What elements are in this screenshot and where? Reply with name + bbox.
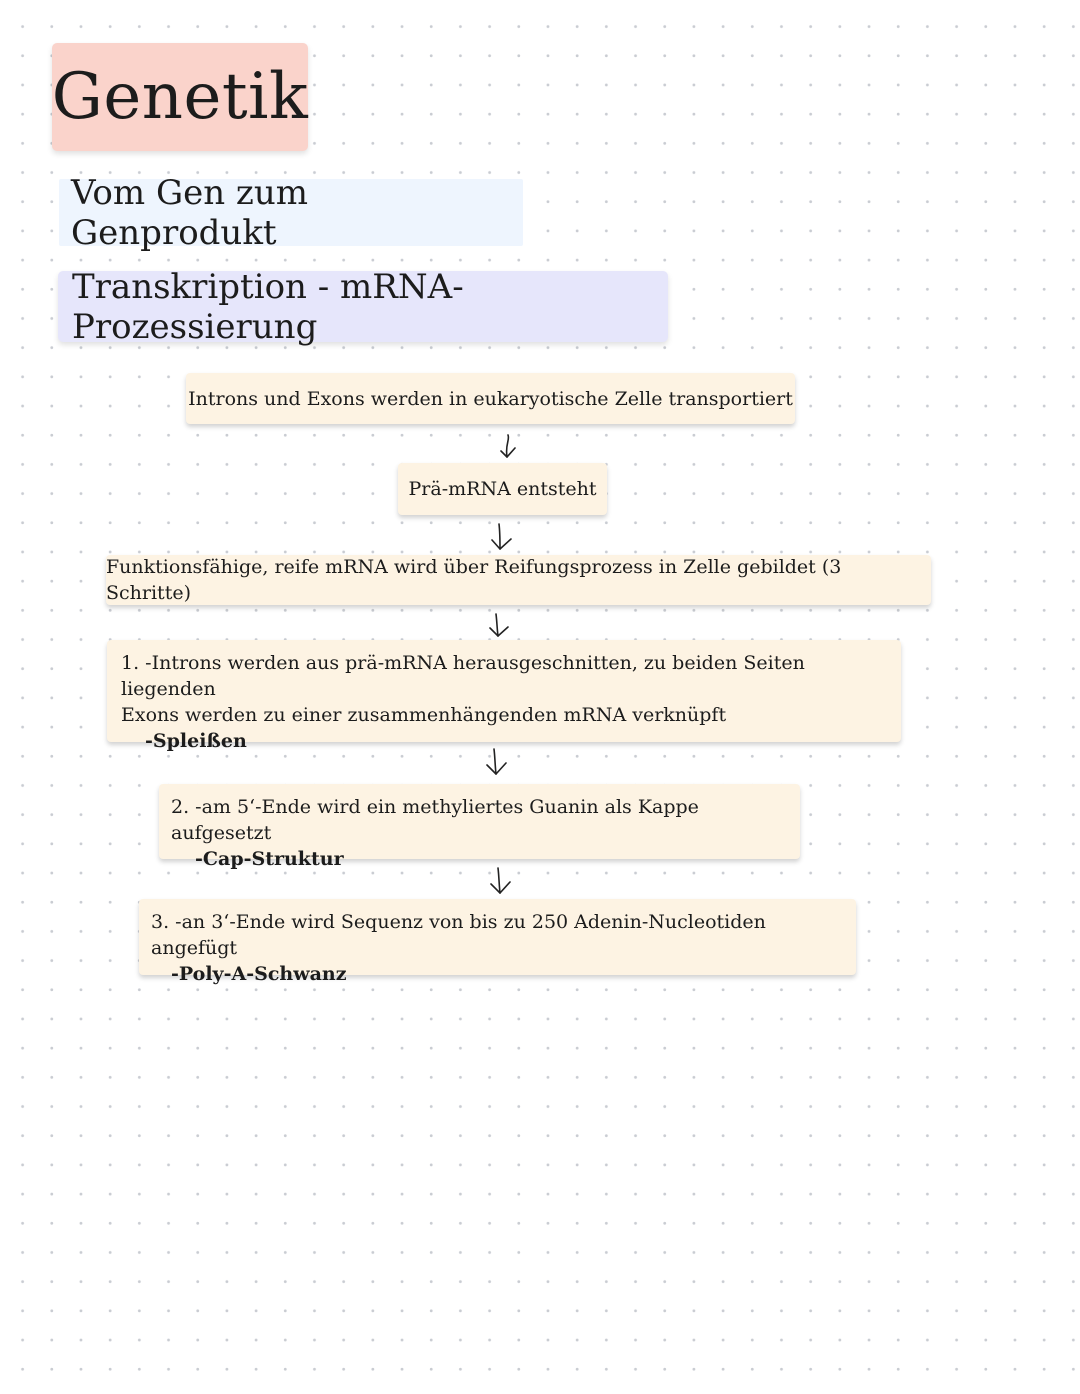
down-arrow-icon: [487, 522, 517, 552]
flow-box-mature-mrna: [106, 555, 931, 605]
step-poly-a: [139, 899, 856, 985]
title-box: [52, 43, 308, 151]
step-splicing-term: -Spleißen: [145, 730, 247, 752]
flow-box-pre-mrna-text: Prä-mRNA entsteht: [408, 478, 597, 500]
step-splicing-line1: 1. -Introns werden aus prä-mRNA herausgeschnitten, zu beiden Seiten liegenden: [121, 652, 805, 700]
step-cap: [159, 784, 800, 870]
step-poly-a-line1: 3. -an 3‘-Ende wird Sequenz von bis zu 250 Adenin-Nucleotiden angefügt: [151, 911, 766, 959]
down-arrow-icon: [494, 432, 524, 462]
section-box: [58, 266, 668, 347]
step-cap-term: -Cap-Struktur: [195, 848, 344, 870]
step-cap-line1: 2. -am 5‘-Ende wird ein methyliertes Guanin als Kappe aufgesetzt: [171, 796, 699, 844]
down-arrow-icon: [482, 747, 512, 777]
step-splicing-line2: Exons werden zu einer zusammenhängenden mRNA verknüpft: [121, 704, 727, 726]
flow-box-transport-text: Introns und Exons werden in eukaryotische Zelle transportiert: [188, 387, 793, 410]
flow-box-mature-mrna-text: Funktionsfähige, reife mRNA wird über Reifungsprozess in Zelle gebildet (3 Schritte): [106, 556, 842, 604]
down-arrow-icon: [484, 612, 514, 642]
step-poly-a-term: -Poly-A-Schwanz: [171, 963, 347, 985]
page-title: Genetik: [51, 60, 309, 134]
section-heading: Transkription - mRNA-Prozessierung: [72, 266, 464, 347]
down-arrow-icon: [486, 866, 516, 896]
subtitle: Vom Gen zum Genprodukt: [71, 172, 308, 253]
subtitle-box: [59, 172, 523, 253]
step-splicing: [107, 640, 901, 752]
flow-box-transport: [186, 373, 795, 424]
flow-box-pre-mrna: [398, 463, 607, 515]
